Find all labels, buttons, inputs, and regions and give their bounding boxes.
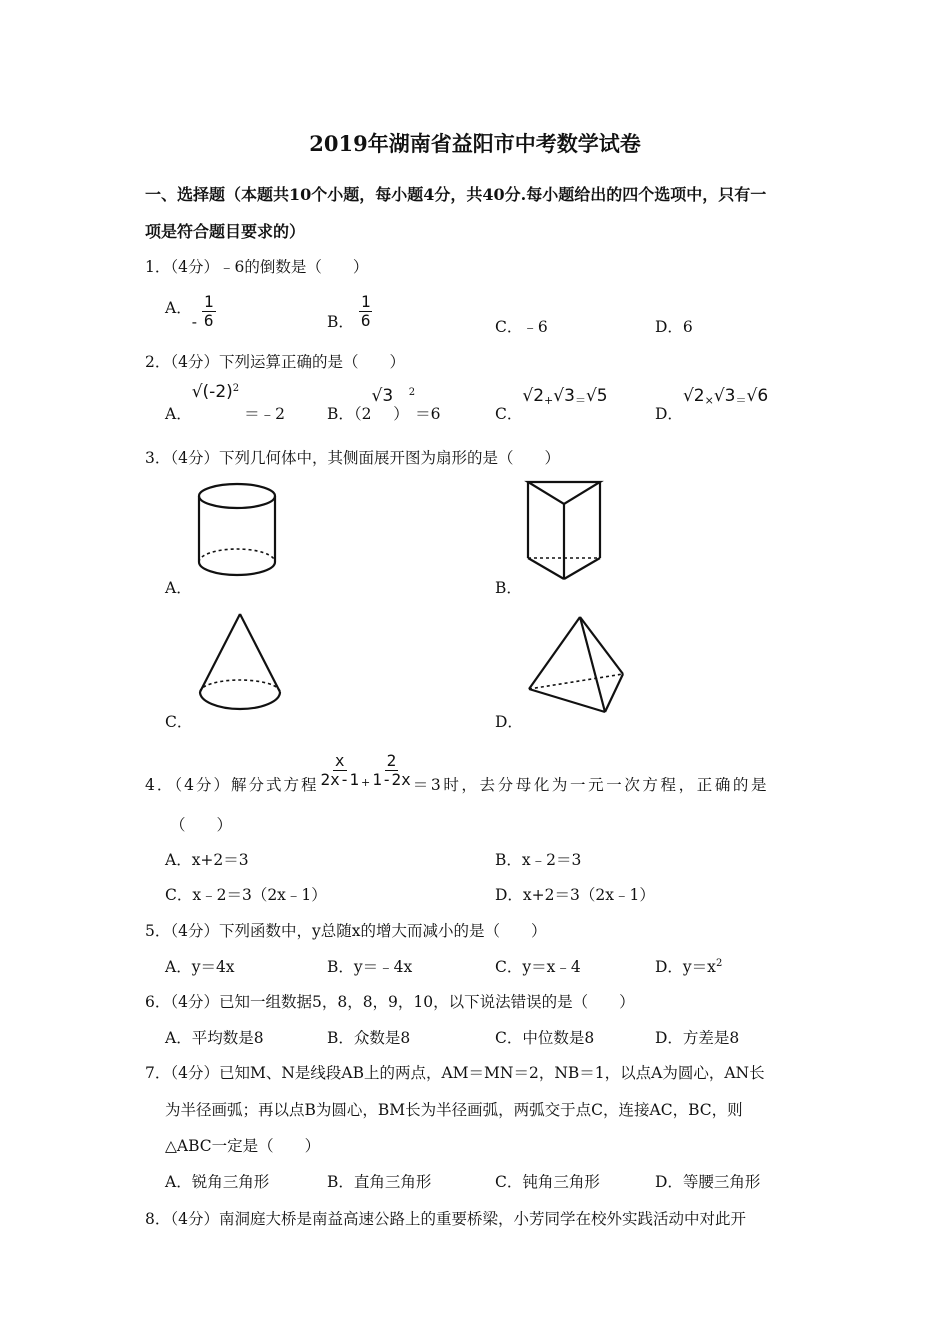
q2-d-operator: × bbox=[704, 394, 714, 407]
q3-option-d: D． bbox=[495, 713, 523, 731]
q2-option-a bbox=[165, 382, 285, 424]
sqrt-symbol: √ bbox=[585, 386, 597, 406]
q5-d-text: D．y＝x bbox=[655, 958, 716, 976]
q1-option-c: C．﹣6 bbox=[495, 318, 548, 336]
q2-c-label: C． bbox=[495, 405, 523, 423]
q1-a-numerator: 1 bbox=[203, 292, 214, 311]
q2-d-label: D． bbox=[655, 405, 683, 423]
q5-stem: 5．（4分）下列函数中，y总随x的增大而减小的是（ ） bbox=[145, 922, 547, 940]
sqrt-symbol: √ bbox=[553, 386, 565, 406]
q4-prefix: 4．（4分）解分式方程 bbox=[145, 776, 319, 794]
q1-a-label: A． bbox=[165, 299, 192, 317]
q2-b-radicand: 3 bbox=[382, 386, 394, 406]
q6-option-a: A．平均数是8 bbox=[165, 1029, 264, 1047]
section-heading-line2: 项是符合题目要求的） bbox=[145, 222, 306, 241]
q1-a-denominator: 6 bbox=[203, 311, 214, 330]
q2-b-result: ＝6 bbox=[415, 405, 441, 423]
q1-a-sign: - bbox=[191, 313, 197, 331]
q7-stem-line3: △ABC一定是（ ） bbox=[165, 1137, 321, 1155]
q6-option-c: C．中位数是8 bbox=[495, 1029, 595, 1047]
q2-d-equals: ＝ bbox=[735, 394, 747, 407]
q5-d-exponent: 2 bbox=[715, 957, 723, 969]
q7-stem-line2: 为半径画弧；再以点B为圆心，BM长为半径画弧，两弧交于点C，连接AC，BC，则 bbox=[165, 1101, 743, 1119]
q3-stem: 3．（4分）下列几何体中，其侧面展开图为扇形的是（ ） bbox=[145, 449, 560, 467]
page-title: 2019年湖南省益阳市中考数学试卷 bbox=[309, 131, 641, 156]
q2-b-close: ） bbox=[393, 405, 409, 423]
q4-plus: + bbox=[361, 776, 371, 789]
q2-d-radicand-2: 3 bbox=[724, 386, 736, 406]
q2-c-radicand-2: 3 bbox=[564, 386, 575, 406]
q2-c-radicand-3: 5 bbox=[596, 386, 608, 406]
q5-option-c: C．y＝x﹣4 bbox=[495, 958, 581, 976]
q2-a-result: ＝﹣2 bbox=[244, 405, 285, 423]
q4-option-a: A．x+2＝3 bbox=[165, 851, 249, 869]
q1-b-label: B． bbox=[327, 313, 354, 331]
pyramid-figure bbox=[525, 612, 630, 717]
q4-f2-denominator: 1-2x bbox=[372, 770, 411, 789]
q4-suffix: ＝3时，去分母化为一元一次方程，正确的是 bbox=[412, 776, 770, 794]
q1-b-numerator: 1 bbox=[360, 292, 371, 311]
prism-figure bbox=[522, 476, 607, 586]
sqrt-symbol: √ bbox=[713, 386, 725, 406]
q2-c-radicand-1: 2 bbox=[533, 386, 545, 406]
q6-stem: 6．（4分）已知一组数据5，8，8，9，10，以下说法错误的是（ ） bbox=[145, 993, 635, 1011]
q4-option-d: D．x+2＝3（2x﹣1） bbox=[495, 886, 655, 904]
q2-option-d bbox=[655, 386, 768, 424]
q2-a-label: A． bbox=[165, 405, 192, 423]
q4-stem bbox=[145, 752, 769, 795]
q1-option-b bbox=[327, 293, 372, 332]
q2-b-exponent: 2 bbox=[408, 386, 416, 398]
q1-b-fraction bbox=[359, 293, 373, 330]
cylinder-figure bbox=[190, 478, 285, 583]
q2-a-radicand: (-2) bbox=[202, 382, 233, 402]
q4-option-c: C．x﹣2＝3（2x﹣1） bbox=[165, 886, 327, 904]
sqrt-symbol: √ bbox=[746, 386, 758, 406]
q7-stem-line1: 7．（4分）已知M、N是线段AB上的两点，AM＝MN＝2，NB＝1，以点A为圆心，AN长 bbox=[145, 1064, 765, 1082]
q7-option-a: A．锐角三角形 bbox=[165, 1173, 270, 1191]
q2-d-radicand-3: 6 bbox=[757, 386, 769, 406]
q7-option-b: B．直角三角形 bbox=[327, 1173, 432, 1191]
q2-c-operator: + bbox=[544, 394, 554, 407]
q2-option-b bbox=[327, 386, 440, 424]
q2-b-label: B．（2 bbox=[327, 405, 372, 423]
q4-f1-denominator: 2x-1 bbox=[320, 770, 360, 789]
q1-option-d: D．6 bbox=[655, 318, 693, 336]
q4-option-b: B．x﹣2＝3 bbox=[495, 851, 582, 869]
q4-f1-numerator: x bbox=[334, 751, 345, 770]
sqrt-symbol: √ bbox=[191, 382, 203, 402]
sqrt-symbol: √ bbox=[522, 386, 534, 406]
q6-option-d: D．方差是8 bbox=[655, 1029, 740, 1047]
q2-d-radicand-1: 2 bbox=[693, 386, 705, 406]
q4-paren: （ ） bbox=[170, 816, 233, 834]
q2-c-equals: ＝ bbox=[574, 394, 586, 407]
q6-option-b: B．众数是8 bbox=[327, 1029, 411, 1047]
q3-option-a: A． bbox=[165, 579, 192, 597]
q2-stem: 2．（4分）下列运算正确的是（ ） bbox=[145, 353, 405, 371]
q2-a-exponent: 2 bbox=[232, 382, 240, 394]
q7-option-d: D．等腰三角形 bbox=[655, 1173, 761, 1191]
section-heading-line1: 一、选择题（本题共10个小题，每小题4分，共40分.每小题给出的四个选项中，只有一 bbox=[145, 185, 767, 204]
q4-f2-numerator: 2 bbox=[386, 751, 397, 770]
q7-option-c: C．钝角三角形 bbox=[495, 1173, 600, 1191]
q3-option-c: C． bbox=[165, 713, 193, 731]
q5-option-a: A．y＝4x bbox=[165, 958, 235, 976]
q8-stem-line1: 8．（4分）南洞庭大桥是南益高速公路上的重要桥梁，小芳同学在校外实践活动中对此开 bbox=[145, 1210, 746, 1228]
q2-option-c bbox=[495, 386, 608, 424]
sqrt-symbol: √ bbox=[682, 386, 694, 406]
cone-figure bbox=[195, 610, 285, 720]
q1-b-denominator: 6 bbox=[360, 311, 371, 330]
q1-a-fraction bbox=[202, 293, 216, 330]
q5-option-b: B．y＝﹣4x bbox=[327, 958, 413, 976]
q4-fraction-2 bbox=[370, 752, 413, 789]
sqrt-symbol: √ bbox=[371, 386, 383, 406]
q4-fraction-1 bbox=[318, 752, 361, 789]
q3-option-b: B． bbox=[495, 579, 522, 597]
q1-stem: 1．（4分）﹣6的倒数是（ ） bbox=[145, 258, 369, 276]
q1-option-a bbox=[165, 293, 216, 331]
q5-option-d bbox=[655, 955, 722, 977]
